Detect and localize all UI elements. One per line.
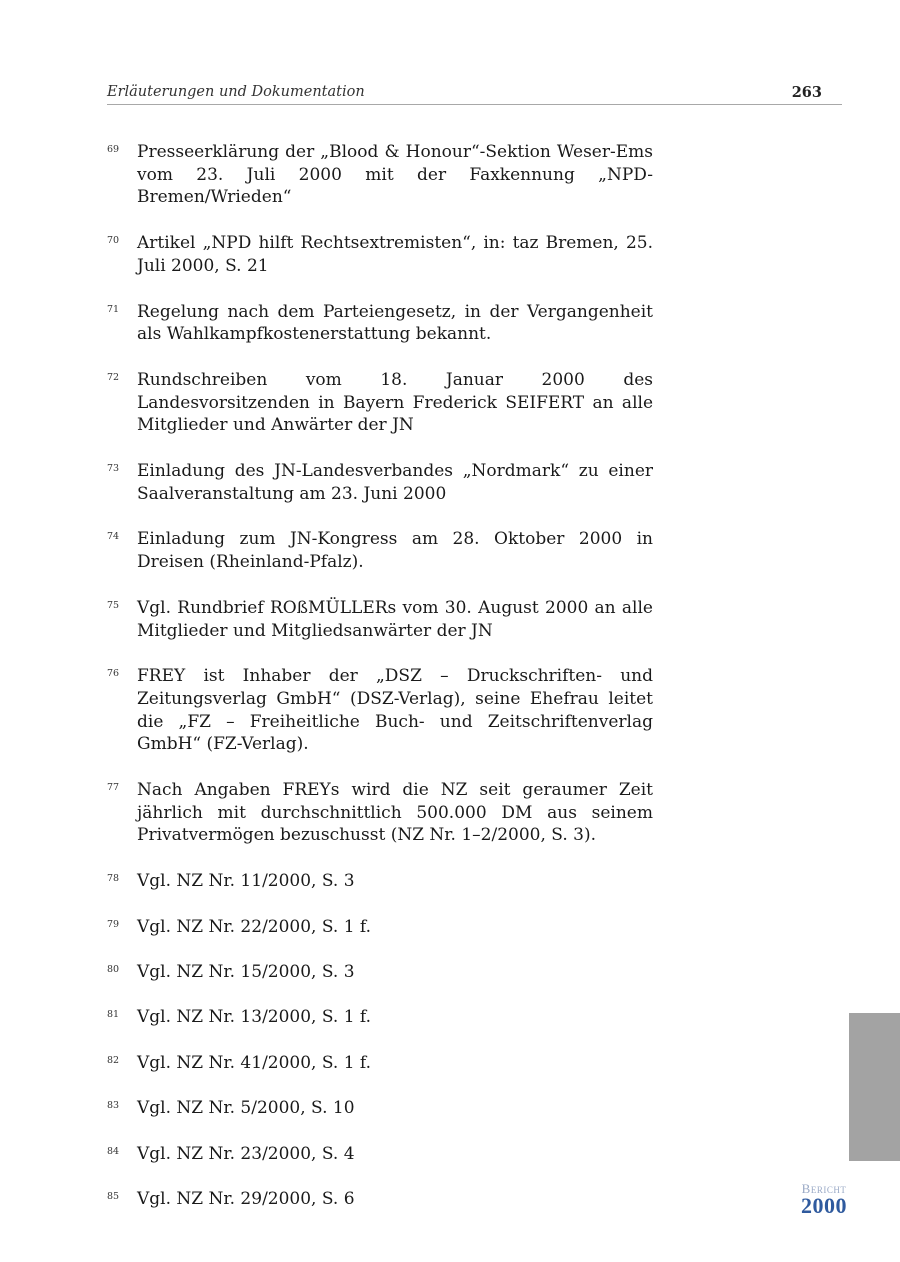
endnote-number: 72 xyxy=(107,371,120,383)
endnote-number: 83 xyxy=(107,1100,120,1112)
endnote-text: Vgl. NZ Nr. 22/2000, S. 1 f. xyxy=(137,916,372,937)
page-number: 263 xyxy=(791,84,822,101)
endnote xyxy=(107,1052,667,1075)
endnote-text: Vgl. NZ Nr. 23/2000, S. 4 xyxy=(137,1143,355,1164)
endnote-text: Vgl. NZ Nr. 5/2000, S. 10 xyxy=(137,1098,355,1119)
endnote-text: Vgl. NZ Nr. 11/2000, S. 3 xyxy=(137,871,355,892)
endnote-number: 78 xyxy=(107,873,120,885)
endnote xyxy=(107,141,667,209)
endnote-number: 82 xyxy=(107,1054,120,1066)
endnote-number: 81 xyxy=(107,1009,120,1021)
endnote xyxy=(107,232,667,277)
endnote-text: Nach Angaben FREYs wird die NZ seit geraumer Zeit jährlich mit durchschnittlich 500.000 DM aus seinem Privatvermögen bezuschusst (NZ Nr. 1–2/2000, S. 3). xyxy=(137,780,653,846)
endnote-text: Einladung des JN-Landesverbandes „Nordmark“ zu einer Saalveranstaltung am 23. Juni 2000 xyxy=(137,461,653,504)
endnote-text: Vgl. NZ Nr. 15/2000, S. 3 xyxy=(137,961,355,982)
endnotes-list xyxy=(107,141,667,1233)
endnote-text: Vgl. Rundbrief ROßMÜLLERs vom 30. August 2000 an alle Mitglieder und Mitgliedsanwärter der JN xyxy=(137,597,653,641)
endnote xyxy=(107,369,667,437)
endnote xyxy=(107,870,667,893)
endnote-number: 70 xyxy=(107,235,120,247)
endnote-number: 73 xyxy=(107,463,120,475)
endnote-number: 85 xyxy=(107,1190,120,1202)
endnote-number: 79 xyxy=(107,918,120,930)
endnote-number: 75 xyxy=(107,599,120,611)
endnote xyxy=(107,1006,667,1029)
endnote-number: 77 xyxy=(107,782,120,794)
endnote xyxy=(107,1188,667,1211)
endnote xyxy=(107,779,667,847)
endnote-text: Regelung nach dem Parteiengesetz, in der Vergangenheit als Wahlkampfkostenerstattung bekannt. xyxy=(137,301,653,345)
logo-year: 2000 xyxy=(801,1193,847,1218)
endnote-number: 74 xyxy=(107,531,120,543)
endnote-text: Vgl. NZ Nr. 13/2000, S. 1 f. xyxy=(137,1007,372,1028)
endnote-text: Einladung zum JN-Kongress am 28. Oktober 2000 in Dreisen (Rheinland-Pfalz). xyxy=(137,529,653,573)
header-title: Erläuterungen und Dokumentation xyxy=(107,84,365,100)
endnote xyxy=(107,665,667,756)
endnote xyxy=(107,1097,667,1120)
endnote-text: Vgl. NZ Nr. 41/2000, S. 1 f. xyxy=(137,1052,372,1073)
endnote-text: FREY ist Inhaber der „DSZ – Druckschriften- und Zeitungsverlag GmbH“ (DSZ-Verlag), seine Ehefrau leitet die „FZ – Freiheitliche Buch- und Zeitschriftenverlag GmbH“ (FZ-Verlag). xyxy=(137,666,653,755)
logo-word: Bericht xyxy=(801,1181,847,1196)
endnote xyxy=(107,597,667,642)
endnote xyxy=(107,1143,667,1166)
endnote-number: 84 xyxy=(107,1145,120,1157)
chapter-tab xyxy=(849,1013,900,1161)
endnote-number: 80 xyxy=(107,963,120,975)
endnote xyxy=(107,528,667,573)
endnote-number: 71 xyxy=(107,303,120,315)
endnote xyxy=(107,961,667,984)
endnote-text: Vgl. NZ Nr. 29/2000, S. 6 xyxy=(137,1188,355,1209)
running-header xyxy=(107,82,842,105)
endnote-number: 76 xyxy=(107,668,120,680)
endnote xyxy=(107,301,667,346)
endnote-text: Rundschreiben vom 18. Januar 2000 des Landesvorsitzenden in Bayern Frederick SEIFERT an alle Mitglieder und Anwärter der JN xyxy=(137,369,653,436)
endnote-number: 69 xyxy=(107,144,120,155)
endnote-text: Artikel „NPD hilft Rechtsextremisten“, in: taz Bremen, 25. Juli 2000, S. 21 xyxy=(137,233,653,276)
endnote-text: Presseerklärung der „Blood & Honour“-Sektion Weser-Ems vom 23. Juli 2000 mit der Faxkennung „NPD-Bremen/Wrieden“ xyxy=(137,142,653,208)
bericht-2000-logo xyxy=(789,1182,859,1216)
endnote xyxy=(107,460,667,505)
endnote xyxy=(107,916,667,939)
